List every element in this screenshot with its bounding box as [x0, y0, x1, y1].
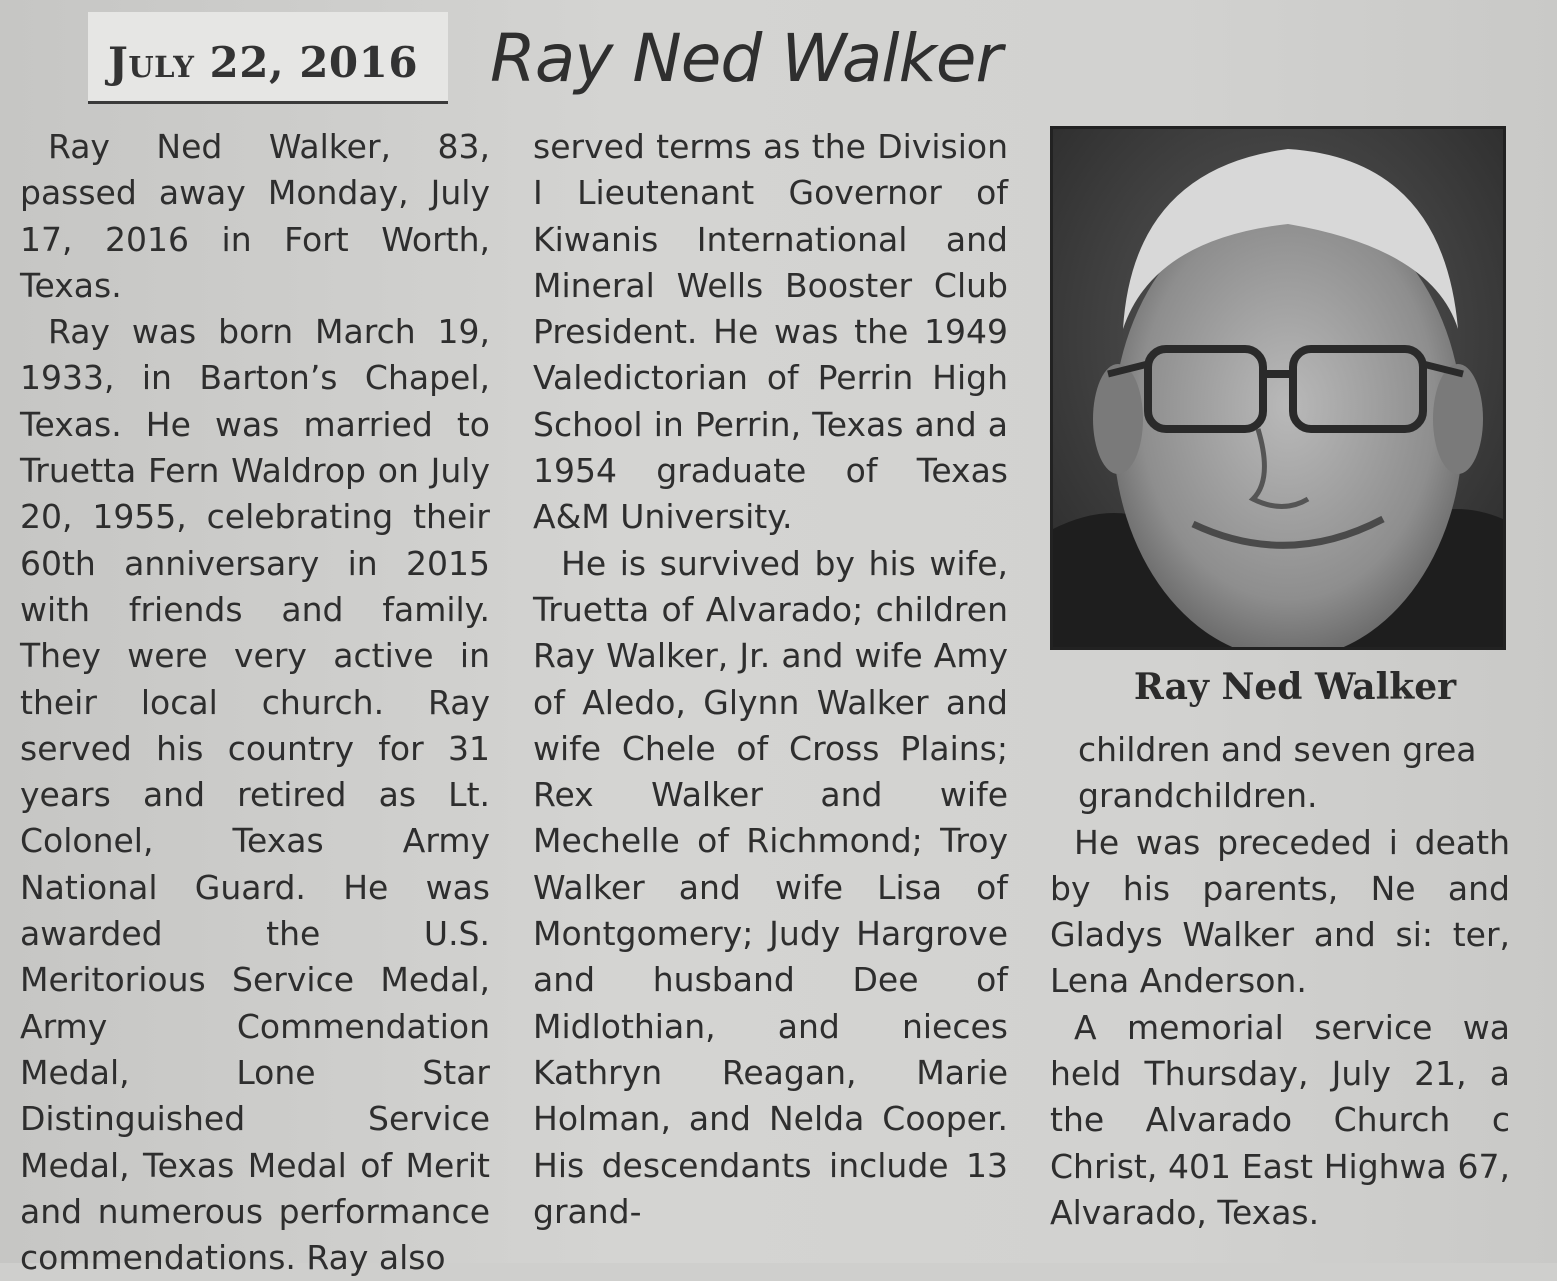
publication-date: July 22, 2016: [108, 38, 419, 87]
paragraph-survivors: He is survived by his wife, Truetta of Alvarado; children Ray Walker, Jr. and wife Amy of Aledo, Glynn Walker and wife Chele of Cross Plains; Rex Walker and wife Mechelle of Richmond; Troy Walker and wife Lisa of Montgomery; Judy Hargrove and husband Dee of Midlothian, and nieces Kathryn Reagan, Marie Holman, and Nelda Cooper. His descendants include 13 grand-: [533, 543, 1008, 1231]
paragraph-preceded: He was preceded i death by his parents, Ne and Gladys Walker and si: ter, Lena Anderson.: [1050, 822, 1510, 1001]
photo-caption: Ray Ned Walker: [1133, 666, 1457, 708]
paragraph-intro: Ray Ned Walker, 83, passed away Monday, July 17, 2016 in Fort Worth, Texas.: [20, 127, 490, 305]
text-column-2: [533, 124, 1008, 1235]
paragraph-biography: Ray was born March 19, 1933, in Barton’s Chapel, Texas. He was married to Truetta Fern Waldrop on July 20, 1955, celebrating their 60th anniversary in 2015 with friends and family. They were very active in their local church. Ray served his country for 31 years and retired as Lt. Colonel, Texas Army National Guard. He was awarded the U.S. Meritorious Service Medal, Army Commendation Medal, Lone Star Distinguished Service Medal, Texas Medal of Merit and numerous performance commendations. Ray also: [20, 312, 490, 1278]
obituary-headline: Ray Ned Walker: [490, 20, 1002, 97]
text-column-3: [1050, 727, 1510, 1236]
paragraph-memorial: A memorial service wa held Thursday, July 21, a the Alvarado Church c Christ, 401 East Highwa 67, Alvarado, Texas.: [1050, 1007, 1510, 1232]
text-column-1: [20, 124, 490, 1281]
paragraph-service-continued: served terms as the Division I Lieutenant Governor of Kiwanis International and Mineral Wells Booster Club President. He was the 1949 Valedictorian of Perrin High School in Perrin, Texas and a 1954 graduate of Texas A&M University.: [533, 127, 1008, 537]
page-edge-shadow: [1517, 0, 1557, 1263]
portrait-photo: [1050, 126, 1506, 650]
date-box: [88, 12, 448, 104]
paragraph-descendants-end: grandchildren.: [1078, 776, 1318, 816]
paragraph-descendants-line: children and seven grea: [1078, 730, 1477, 769]
portrait-image: [1053, 129, 1503, 647]
